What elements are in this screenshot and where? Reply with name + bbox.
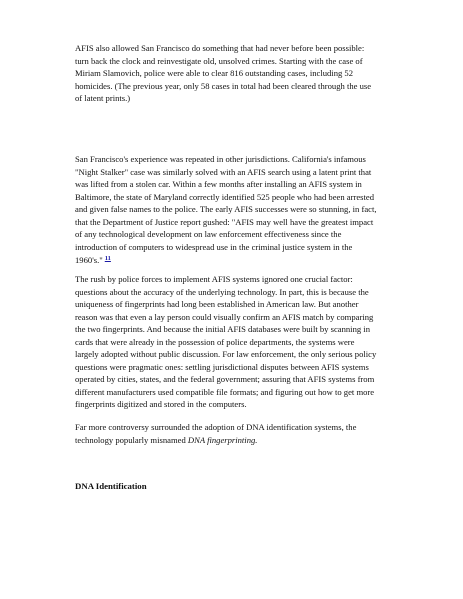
text-line: questions were pragmatic ones: settling jurisdictional disputes between AFIS systems bbox=[75, 361, 369, 372]
text-line: the two fingerprints. And because the initial AFIS databases were built by scanning in bbox=[75, 324, 370, 334]
italic-term: DNA fingerprinting. bbox=[187, 434, 258, 445]
text-line: and given false names to the police. The early AFIS successes were so stunning, in fact, bbox=[75, 204, 377, 214]
section-heading: DNA Identification bbox=[75, 481, 147, 491]
text-line-content: technology popularly misnamed bbox=[75, 434, 188, 445]
text-line: that the Department of Justice report gushed: "AFIS may well have the greatest impact bbox=[75, 216, 374, 227]
text-line: Baltimore, the state of Maryland correctly identified 525 people who had been arrested bbox=[75, 191, 375, 202]
text-line bbox=[75, 253, 405, 267]
text-line: was lifted from a stolen car. Within a few months after installing an AFIS system in bbox=[75, 179, 362, 189]
text-line: fingerprints digitized and stored in the computers. bbox=[75, 399, 247, 409]
text-line: AFIS also allowed San Francisco do something that had never before been possible: bbox=[75, 43, 365, 53]
text-line bbox=[75, 434, 405, 447]
paragraph-afis-san-francisco bbox=[75, 42, 405, 105]
text-line: homicides. (The previous year, only 58 cases in total had been cleared through the use bbox=[75, 80, 372, 91]
text-line: uniqueness of fingerprints had long been established in American law. But another bbox=[75, 299, 359, 309]
text-line-content: 1960's." bbox=[75, 255, 103, 265]
text-line: Far more controversy surrounded the adoption of DNA identification systems, the bbox=[75, 422, 357, 432]
text-line: reason was that even a lay person could visually confirm an AFIS match by comparing bbox=[75, 311, 374, 322]
text-line: questions about the accuracy of the underlying technology. In part, this is because the bbox=[75, 286, 369, 297]
paragraph-other-jurisdictions bbox=[75, 153, 405, 267]
text-line: cards that were already in the possession of police departments, the systems were bbox=[75, 336, 355, 347]
text-line: introduction of computers to widespread use in the criminal justice system in the bbox=[75, 241, 353, 252]
text-line: largely adopted without public discussion. For law enforcement, the only serious policy bbox=[75, 349, 377, 359]
footnote-link[interactable]: 11 bbox=[104, 255, 111, 262]
text-line: "Night Stalker" case was similarly solved with an AFIS search using a latent print that bbox=[75, 166, 372, 177]
text-line: of latent prints.) bbox=[75, 93, 131, 103]
text-line: different manufacturers used compatible file formats; and figuring out how to get more bbox=[75, 386, 375, 397]
text-line: The rush by police forces to implement AFIS systems ignored one crucial factor: bbox=[75, 274, 353, 284]
paragraph-dna-controversy bbox=[75, 421, 405, 446]
text-line: turn back the clock and reinvestigate old, unsolved crimes. Starting with the case of bbox=[75, 55, 363, 66]
text-line: San Francisco's experience was repeated in other jurisdictions. California's infamous bbox=[75, 154, 366, 164]
text-line: of any technological development on law enforcement effectiveness since the bbox=[75, 229, 342, 239]
text-line: operated by cities, states, and the federal government; assuring that AFIS systems from bbox=[75, 374, 375, 384]
text-line: Miriam Slamovich, police were able to clear 816 outstanding cases, including 52 bbox=[75, 68, 354, 78]
paragraph-rush-by-police bbox=[75, 273, 405, 411]
